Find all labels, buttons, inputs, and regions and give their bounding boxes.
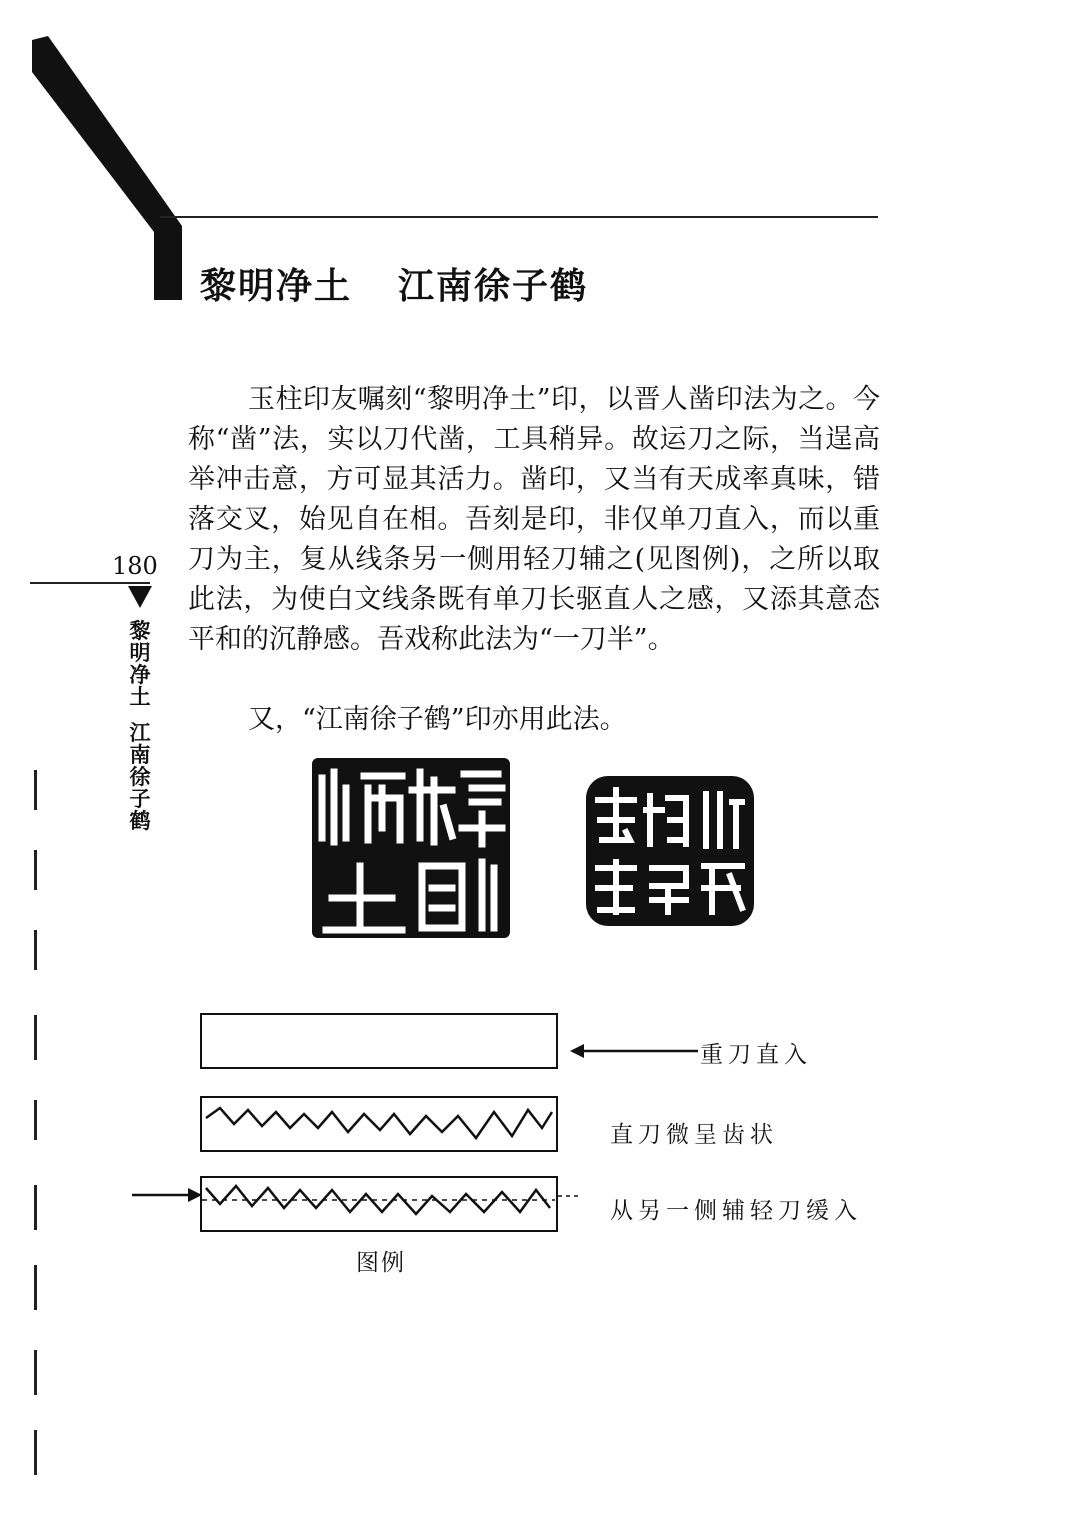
binding-mark — [34, 1015, 37, 1060]
dashed-extension — [558, 1194, 578, 1198]
page-marker-triangle-icon — [128, 586, 152, 608]
binding-mark — [34, 850, 37, 890]
arrow-left-icon — [570, 1040, 698, 1062]
binding-mark — [34, 930, 37, 970]
diagram-box-assist-cut — [200, 1176, 558, 1232]
binding-mark — [34, 1100, 37, 1140]
diagram-caption: 图例 — [356, 1250, 406, 1276]
diagram-label-assist-cut: 从另一侧辅轻刀缓入 — [610, 1198, 862, 1224]
page-number-rule — [30, 582, 150, 584]
diagram-label-serrated: 直刀微呈齿状 — [610, 1122, 778, 1148]
body-paragraph-2: 又，“江南徐子鹤”印亦用此法。 — [248, 704, 627, 735]
binding-mark — [34, 1430, 37, 1475]
chapter-title-part1: 黎明净土 — [200, 265, 353, 307]
header-rule — [160, 216, 878, 218]
page-number: 180 — [112, 552, 158, 580]
arrow-right-icon — [132, 1184, 202, 1206]
running-title — [128, 620, 152, 832]
diagram-label-heavy-cut: 重刀直入 — [700, 1042, 812, 1068]
body-paragraph-1: 玉柱印友嘱刻“黎明净土”印，以晋人凿印法为之。今称“凿”法，实以刀代凿，工具稍异。故运刀之际，当逞高举冲击意，方可显其活力。凿印，又当有天成率真味，错落交叉，始见自在相。吾刻是印，非仅单刀直入，而以重刀为主，复从线条另一侧用轻刀辅之(见图例)，之所以取此法，为使白文线条既有单刀长驱直人之感，又添其意态平和的沉静感。吾戏称此法为“一刀半”。 — [188, 384, 880, 655]
chapter-bracket-ornament — [0, 0, 200, 310]
diagram-box-heavy-cut — [200, 1013, 558, 1069]
binding-mark — [34, 1350, 37, 1395]
chapter-title-part2: 江南徐子鹤 — [398, 265, 589, 307]
binding-mark — [34, 1185, 37, 1230]
binding-mark — [34, 770, 37, 810]
diagram-box-serrated — [200, 1096, 558, 1152]
running-title-part1: 黎明净土 — [129, 618, 151, 709]
running-title-part2: 江南徐子鹤 — [129, 720, 151, 833]
binding-mark — [34, 1265, 37, 1310]
chapter-title — [200, 258, 588, 309]
seal-liming-jingtu-image — [312, 758, 510, 938]
zigzag-line — [202, 1098, 555, 1149]
seal-jiangnan-xu-zihe-image — [586, 776, 754, 926]
zigzag-line-with-dashed-axis — [202, 1178, 555, 1229]
